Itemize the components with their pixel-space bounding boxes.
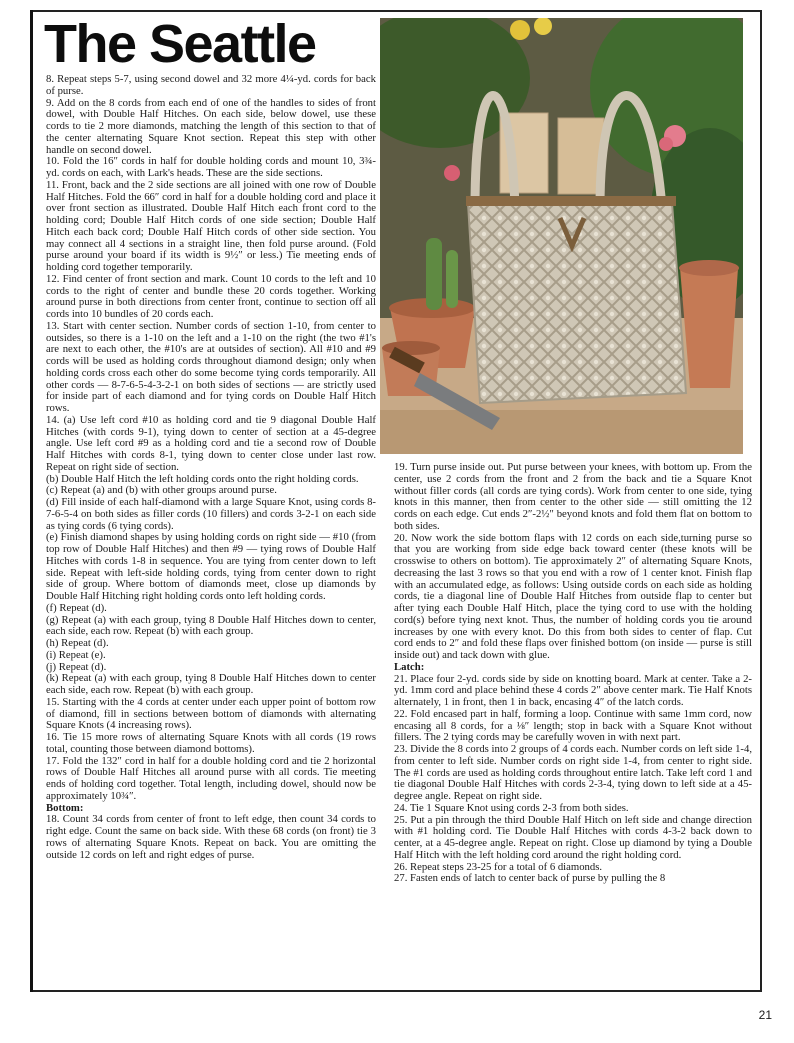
instruction-step: 27. Fasten ends of latch to center back of purse by pulling the 8 xyxy=(394,872,666,885)
margin-rule xyxy=(30,10,33,992)
purse-photo-illustration xyxy=(380,18,743,454)
instruction-step: (b) Double Half Hitch the left holding cords onto the right holding cords. xyxy=(46,472,359,485)
instruction-step: 24. Tie 1 Square Knot using cords 2-3 from both sides. xyxy=(394,801,629,814)
instruction-step: (e) Finish diamond shapes by using holding cords on right side — #10 (from top row of Double Half Hitches) and then #9 — tying rows of Double Half Hitches with cords 1-8 in sequence. You are tying from center down to left side. Repeat with left-side holding cords, tying from center down to right side of group. Where bottom of diamonds meet, close up diamonds by Double Half Hitching right holding cords onto left holding cords. xyxy=(46,531,376,602)
instruction-step: 20. Now work the side bottom flaps with 12 cords on each side,turning purse so that you are working from side edge back toward center (these knots will be crosswise to others on bottom). Tie approximately 2″ of alternating Square Knots, decreasing the last 3 rows so that you end with a row of 1 center knot. Finish flap with an accumulated edge, as follows: Using outside cords on each side as holding cords, tie a diagonal line of Double Half Hitches from outside flap to center but after tying each Double Half Hitch, place the tying cord to use with the holding cord(s) before tying next knot. Thus, the number of holding cords you tie around increases by one with every knot. Do this from both sides to center of flap. Cut cord ends to 2″ and fold these flaps over finished bottom (on inside — purse is still inside out) and tack down with glue. xyxy=(394,531,752,661)
instruction-step: (k) Repeat (a) with each group, tying 8 Double Half Hitches down to center each side, each row. Repeat (b) with each group. xyxy=(46,672,376,696)
instruction-step: 18. Count 34 cords from center of front to left edge, then count 34 cords to right edge. Count the same on back side. With these 68 cords (on front) tie 3 rows of alternating Square Knots. Repeat on back. You are omitting the outside 12 cords on left and right edges of purse. xyxy=(46,813,376,861)
page-number: 21 xyxy=(758,1008,772,1022)
instruction-step: (d) Fill inside of each half-diamond with a large Square Knot, using cords 8-7-6-5-4 on both sides as filler cords (10 fillers) and cords 3-2-1 on each side as tying cords (6 tying cords). xyxy=(46,496,376,532)
instruction-step: 14. (a) Use left cord #10 as holding cord and tie 9 diagonal Double Half Hitches (with cords 9-1), tying down to center of section at a 45-degree angle. Use left cord #9 as a holding cord and tie a second row of Double Half Hitches with cords 8-1, tying down to center close under last row. Repeat on right side of section. xyxy=(46,413,376,473)
section-heading: Bottom: xyxy=(46,801,84,814)
instruction-step: (h) Repeat (d). xyxy=(46,637,109,649)
page-title: The Seattle xyxy=(44,14,316,74)
instruction-step: 23. Divide the 8 cords into 2 groups of 4 cords each. Number cords on left side 1-4, from center to left side. Number cords on right side 1-4, from center to right side. The #1 cords are used as holding cords throughout entire latch. Take left cord 1 and tie diagonal Double Half Hitches with cords 2-3-4, tying down to left side at a 45-degree angle. Repeat on right side. xyxy=(394,743,752,802)
instruction-step: 8. Repeat steps 5-7, using second dowel and 32 more 4¼-yd. cords for back of purse. xyxy=(46,73,376,97)
instruction-step: 12. Find center of front section and mark. Count 10 cords to the left and 10 cords to the right of center and bundle these 20 cords together. Working around purse in both directions from center front, continue to section off all cords into 10 bundles of 20 cords each. xyxy=(46,272,376,320)
instruction-step: 15. Starting with the 4 cords at center under each upper point of bottom row of diamond, fill in sections between bottom of diamonds with alternating Square Knots (4 increasing rows). xyxy=(46,695,376,732)
instruction-step: 21. Place four 2-yd. cords side by side on knotting board. Mark at center. Take a 2-yd. 1mm cord and place behind these 4 cords 2″ above center mark. Tie Half Knots alternately, 1 in front, then 1 in back, encasing 4″ of the latch cords. xyxy=(394,672,752,708)
instruction-step: 11. Front, back and the 2 side sections are all joined with one row of Double Half Hitches. Fold the 66″ cord in half for a double holding cord and place it over front section as illustrated. Double Half Hitch each front cord to the holding cord; Double Half Hitch cords of one side section; Double Half Hitch each back cord; Double Half Hitch cords of other side section. You may connect all 4 sections in a straight line, then fold purse around. (Fold purse around your board if its width is 9½″ or less.) Tie meeting ends of holding cord together temporarily. xyxy=(46,178,376,273)
instruction-step: (j) Repeat (d). xyxy=(46,660,107,673)
instruction-step: (f) Repeat (d). xyxy=(46,601,107,614)
instructions-right-column xyxy=(394,462,752,885)
instruction-step: 9. Add on the 8 cords from each end of one of the handles to sides of front dowel, with Double Half Hitches. On each side, below dowel, use these cords to tie 2 more diamonds, matching the length of this section to that of the center alternating Square Knot section. Repeat this step with other handle on second dowel. xyxy=(46,96,376,156)
instruction-step: (i) Repeat (e). xyxy=(46,648,106,661)
instruction-step: 26. Repeat steps 23-25 for a total of 6 diamonds. xyxy=(394,860,603,873)
instruction-step: 22. Fold encased part in half, forming a loop. Continue with same 1mm cord, now encasing all 8 cords, for a ⅛″ length; stop in back with a Square Knot without fillers. The 2 tying cords may be carefully woven in with next part. xyxy=(394,707,752,744)
instruction-step: 25. Put a pin through the third Double Half Hitch on left side and change direction with #1 holding cord. Tie Double Half Hitches with cords 4-3-2 back down to center, at a 45-degree angle. Repeat on right. Close up diamond by tying a Double Half Hitch with the left holding cord around the right holding cord. xyxy=(394,813,752,861)
macrame-purse-photo xyxy=(380,18,743,454)
instruction-step: (g) Repeat (a) with each group, tying 8 Double Half Hitches down to center, each side, each row. Repeat (b) with each group. xyxy=(46,613,376,638)
instruction-step: 10. Fold the 16″ cords in half for double holding cords and mount 10, 3¾-yd. cords on each, with Lark's heads. These are the side sections. xyxy=(46,155,376,179)
instruction-step: 17. Fold the 132″ cord in half for a double holding cord and tie 2 horizontal rows of Double Half Hitches all around purse with all cords. Tie meeting ends of holding cord together. Total length, including dowel, should now be approximately 10¾″. xyxy=(46,754,376,802)
instruction-step: 19. Turn purse inside out. Put purse between your knees, with bottom up. From the center, use 2 cords from the front and 2 from the back and tie a Square Knot without filler cords (all cords are tying cords). Work from center to one side, tying knots in this manner, then from center to the other side — still omitting the 12 cords on each edge. Cut ends 2″-2½″ beyond knots and fold them flat on bottom to both sides. xyxy=(394,461,752,532)
instruction-step: (c) Repeat (a) and (b) with other groups around purse. xyxy=(46,484,277,497)
instructions-left-column xyxy=(46,74,376,861)
section-heading: Latch: xyxy=(394,660,425,673)
instruction-step: 16. Tie 15 more rows of alternating Square Knots with all cords (19 rows total, counting those between diamond bottoms). xyxy=(46,731,376,755)
instruction-step: 13. Start with center section. Number cords of section 1-10, from center to outsides, so there is a 1-10 on the left and a 1-10 on the right (the two #1's are next to each other, the #10's are at outsides of section). All #10 and #9 cords will be used as holding cords throughout diamond design; only when holding cords cross each other do some become tying cords temporarily. All other cords — 8-7-6-5-4-3-2-1 on both sides of sections — are strictly used for inside part of each diamond and for tying cords on Double Half Hitch rows. xyxy=(46,319,376,414)
